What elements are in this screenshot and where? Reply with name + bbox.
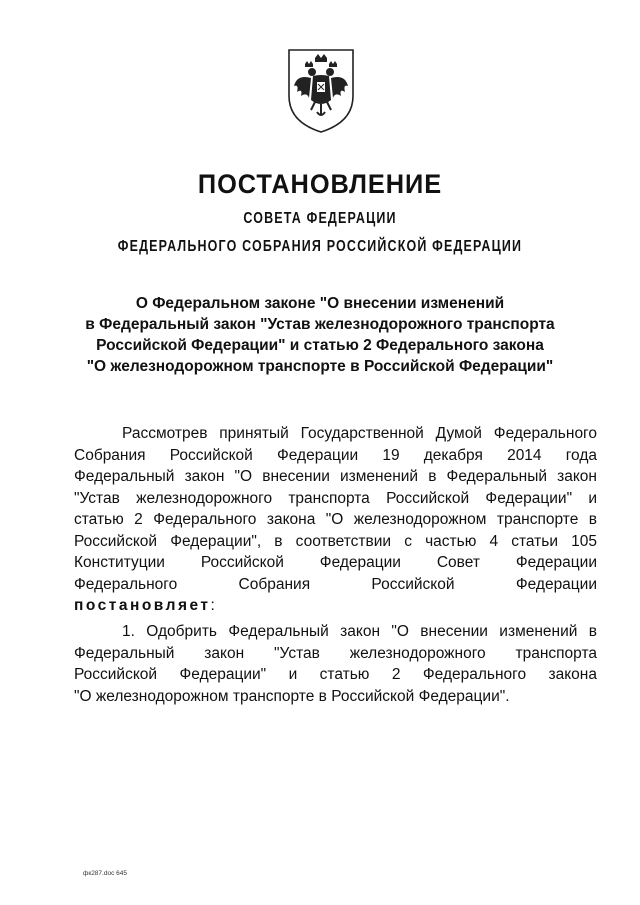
issuer-body-heading: ФЕДЕРАЛЬНОГО СОБРАНИЯ РОССИЙСКОЙ ФЕДЕРАЦИИ: [117, 238, 523, 255]
clause-line: "О железнодорожном транспорте в Российской Федерации".: [74, 687, 510, 705]
subject-line: О Федеральном законе "О внесении изменений: [135, 295, 505, 312]
decree-line: [74, 595, 597, 617]
clause-line: Федеральный закон "Устав железнодорожного транспорта: [74, 644, 597, 662]
preamble-line: Рассмотрев принятый Государственной Думой Федерального: [122, 425, 597, 442]
preamble-line: статью 2 Федерального закона "О железнодорожном транспорте в: [74, 511, 597, 528]
issuer-heading: СОВЕТА ФЕДЕРАЦИИ: [243, 210, 397, 227]
preamble-line: Федерального Собрания Российской Федерации: [74, 575, 597, 593]
preamble-line: "Устав железнодорожного транспорта Российской Федерации" и: [74, 489, 597, 507]
decree-colon: :: [210, 597, 215, 614]
russian-coat-of-arms-icon: [285, 44, 357, 136]
clause-1-paragraph: [74, 621, 597, 707]
preamble-line: Федеральный закон "О внесении изменений в Федеральный закон: [74, 468, 597, 485]
document-subject: [60, 293, 580, 377]
document-type-heading: ПОСТАНОВЛЕНИЕ: [197, 169, 443, 199]
clause-line: 1. Одобрить Федеральный закон "О внесении изменений в: [122, 623, 597, 640]
clause-line: Российской Федерации" и статью 2 Федерального закона: [74, 666, 597, 683]
document-reference: фк287.doc 645: [83, 870, 127, 877]
subject-line: в Федеральный закон "Устав железнодорожного транспорта: [85, 316, 555, 333]
decree-word: постановляет: [74, 597, 211, 614]
preamble-line: Собрания Российской Федерации 19 декабря 2014 года: [74, 446, 597, 464]
subject-line: "О железнодорожном транспорте в Российской Федерации": [86, 358, 554, 375]
subject-line: Российской Федерации" и статью 2 Федерального закона: [96, 337, 544, 354]
preamble-line: Российской Федерации", в соответствии с частью 4 статьи 105: [74, 532, 597, 550]
preamble-paragraph: [74, 423, 597, 617]
preamble-line: Конституции Российской Федерации Совет Федерации: [74, 554, 597, 571]
